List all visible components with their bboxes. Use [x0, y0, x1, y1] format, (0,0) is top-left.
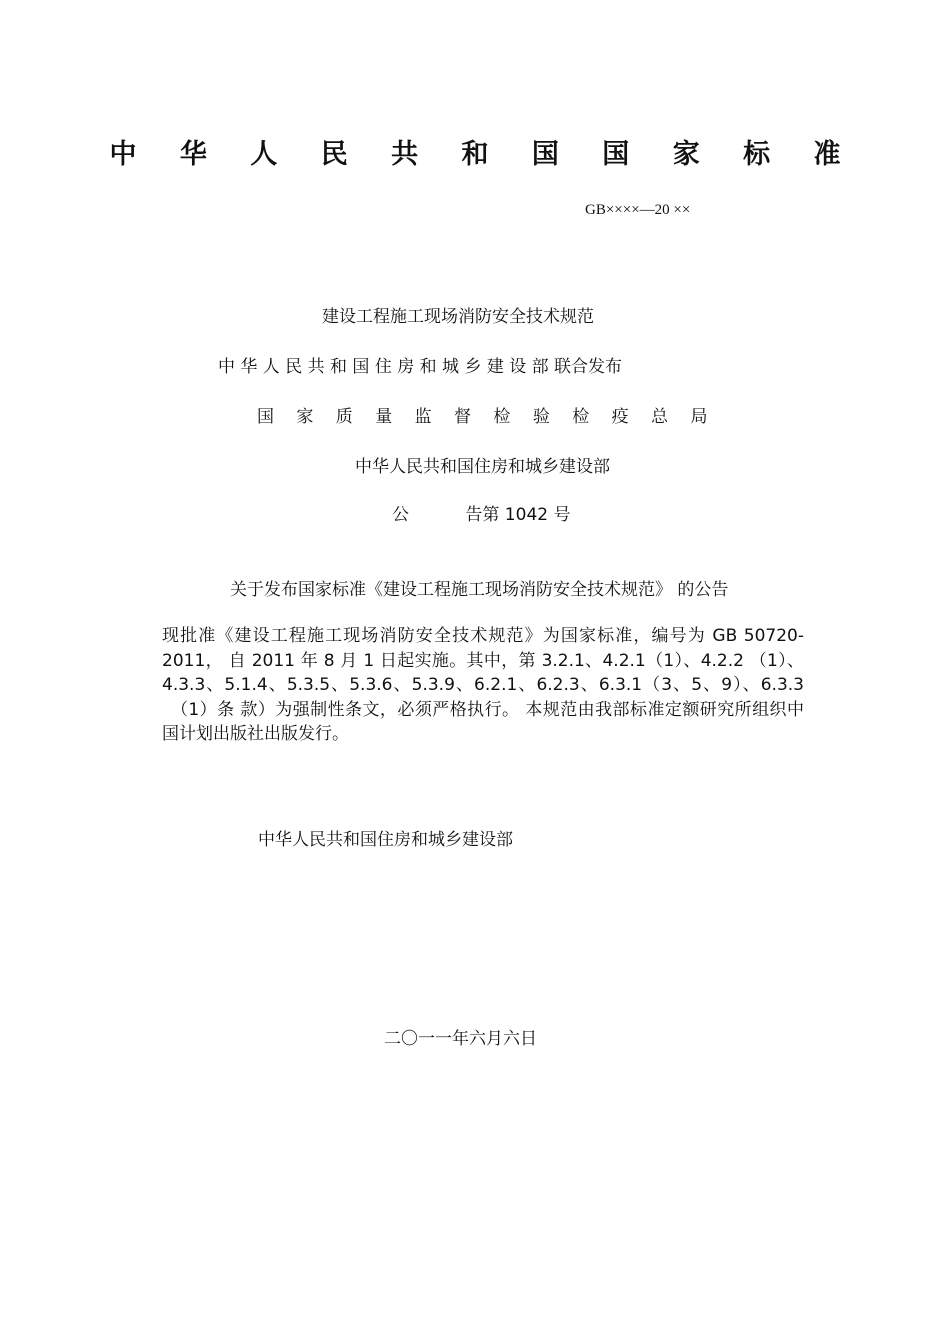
issuer-line-3: 中华人民共和国住房和城乡建设部 — [355, 457, 610, 477]
notice-title: 关于发布国家标准《建设工程施工现场消防安全技术规范》 的公告 — [230, 580, 729, 600]
signature-date: 二〇一一年六月六日 — [384, 1029, 537, 1049]
signature-organization: 中华人民共和国住房和城乡建设部 — [258, 830, 513, 850]
spec-name: 建设工程施工现场消防安全技术规范 — [322, 307, 594, 327]
page-title: 中 华 人 民 共 和 国 国 家 标 准 — [109, 139, 858, 170]
notice-body: 现批准《建设工程施工现场消防安全技术规范》为国家标准，编号为 GB 50720-2011， 自 2011 年 8 月 1 日起实施。其中，第 3.2.1、4.2.1（1）、4.2.2 （1）、 4.3.3、5.1.4、5.3.5、5.3.6、5.3.9、6.2.1、6.2.3、6.3.1（3、5、9）、6.3.3 （1）条 款）为强制性条文，必须严格执行。 本规范由我部标准定额研究所组织中国计划出版社出版发行。 — [162, 626, 804, 744]
standard-code: GB××××—20 ×× — [585, 202, 691, 218]
issuer-line-2: 国 家 质 量 监 督 检 验 检 疫 总 局 — [257, 407, 708, 427]
issuer-line-1: 中 华 人 民 共 和 国 住 房 和 城 乡 建 设 部 联合发布 — [218, 357, 623, 377]
notice-number: 公 告第 1042 号 — [392, 505, 571, 525]
